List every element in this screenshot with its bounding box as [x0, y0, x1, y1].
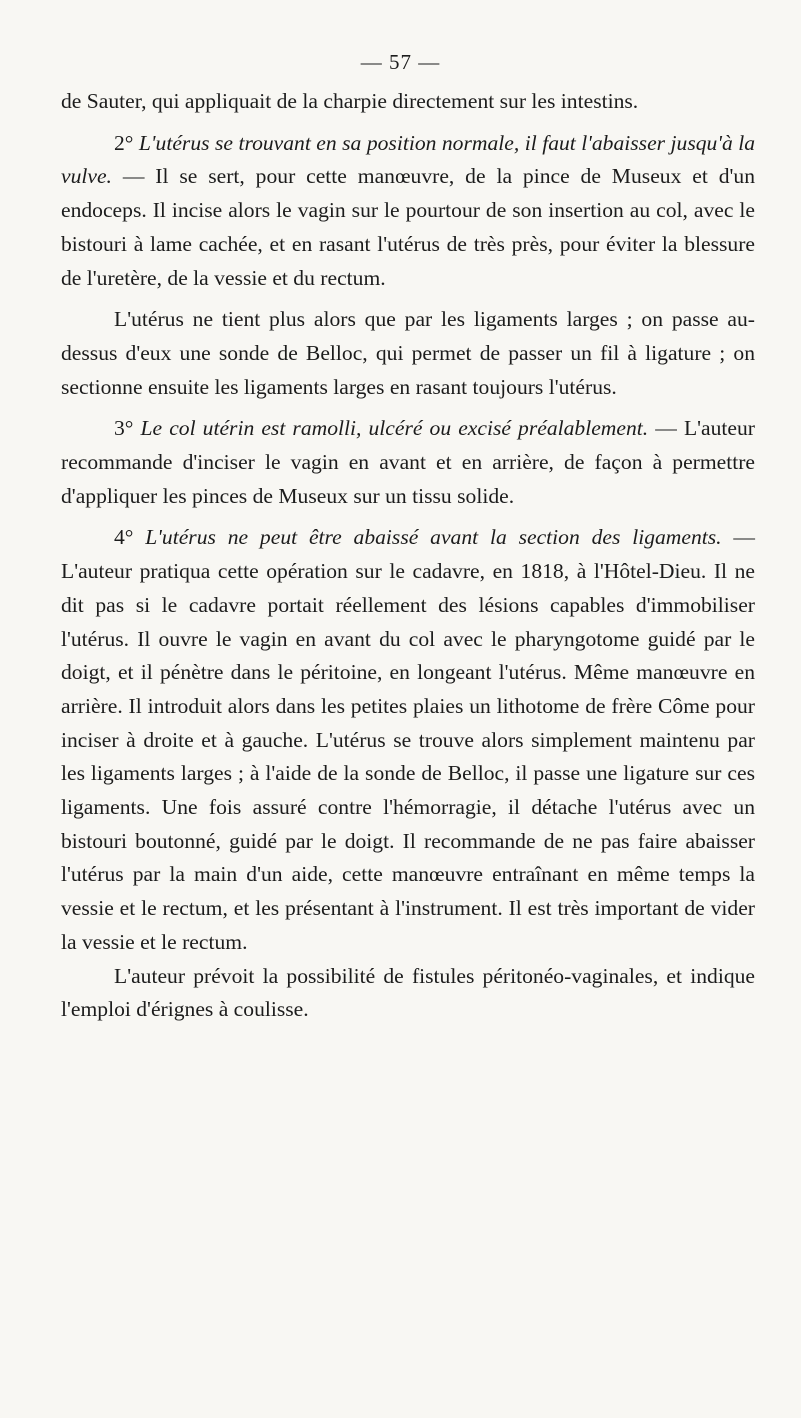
case-3-heading: Le col utérin est ramolli, ulcéré ou excisé préalablement.: [140, 416, 649, 441]
page-number: — 57 —: [360, 50, 441, 74]
paragraph-ligaments: L'utérus ne tient plus alors que par les ligaments larges ; on passe au-dessus d'eux une sonde de Belloc, qui permet de passer un fil à ligature ; on sectionne ensuite les ligaments larges en rasant toujours l'utérus.: [61, 307, 755, 399]
paragraph-case-4: [61, 521, 755, 959]
case-3-body: — L'auteur recommande d'inciser le vagin en avant et en arrière, de façon à permettre d'appliquer les pinces de Museux sur un tissu solide.: [61, 416, 755, 508]
case-4-number: 4°: [114, 525, 134, 550]
paragraph-continuation: de Sauter, qui appliquait de la charpie directement sur les intestins.: [61, 89, 639, 113]
paragraph-fistules: L'auteur prévoit la possibilité de fistules péritonéo-vaginales, et indique l'emploi d'érignes à coulisse.: [61, 963, 755, 1022]
case-2-body: — Il se sert, pour cette manœuvre, de la pince de Museux et d'un endoceps. Il incise alors le vagin sur le pourtour de son insertion au col, avec le bistouri à lame cachée, et en rasant l'utérus de très près, pour éviter la blessure de l'uretère, de la vessie et du rectum.: [61, 164, 755, 290]
case-2-heading: L'utérus se trouvant en sa position normale, il faut l'abaisser jusqu'à la vulve.: [61, 130, 756, 189]
case-2-number: 2°: [114, 130, 134, 155]
body-text: [61, 85, 755, 1027]
case-4-heading: L'utérus ne peut être abaissé avant la section des ligaments.: [145, 525, 722, 550]
case-3-number: 3°: [114, 416, 134, 441]
case-4-body: — L'auteur pratiqua cette opération sur le cadavre, en 1818, à l'Hôtel-Dieu. Il ne dit pas si le cadavre portait réellement des lésions capables d'immobiliser l'utérus. Il ouvre le vagin en avant du col avec le pharyngotome guidé par le doigt, et il pénètre dans le péritoine, en longeant l'utérus. Même manœuvre en arrière. Il introduit alors dans les petites plaies un lithotome de frère Côme pour inciser à droite et à gauche. L'utérus se trouve alors simplement maintenu par les ligaments larges ; à l'aide de la sonde de Belloc, il passe une ligature sur ces ligaments. Une fois assuré contre l'hémorragie, il détache l'utérus avec un bistouri boutonné, guidé par le doigt. Il recommande de ne pas faire abaisser l'utérus par la main d'un aide, cette manœuvre entraînant en même temps la vessie et le rectum, et les présentant à l'instrument. Il est très important de vider la vessie et le rectum.: [61, 525, 756, 954]
paragraph-case-3: [61, 412, 755, 513]
paragraph-case-2: [61, 127, 755, 296]
